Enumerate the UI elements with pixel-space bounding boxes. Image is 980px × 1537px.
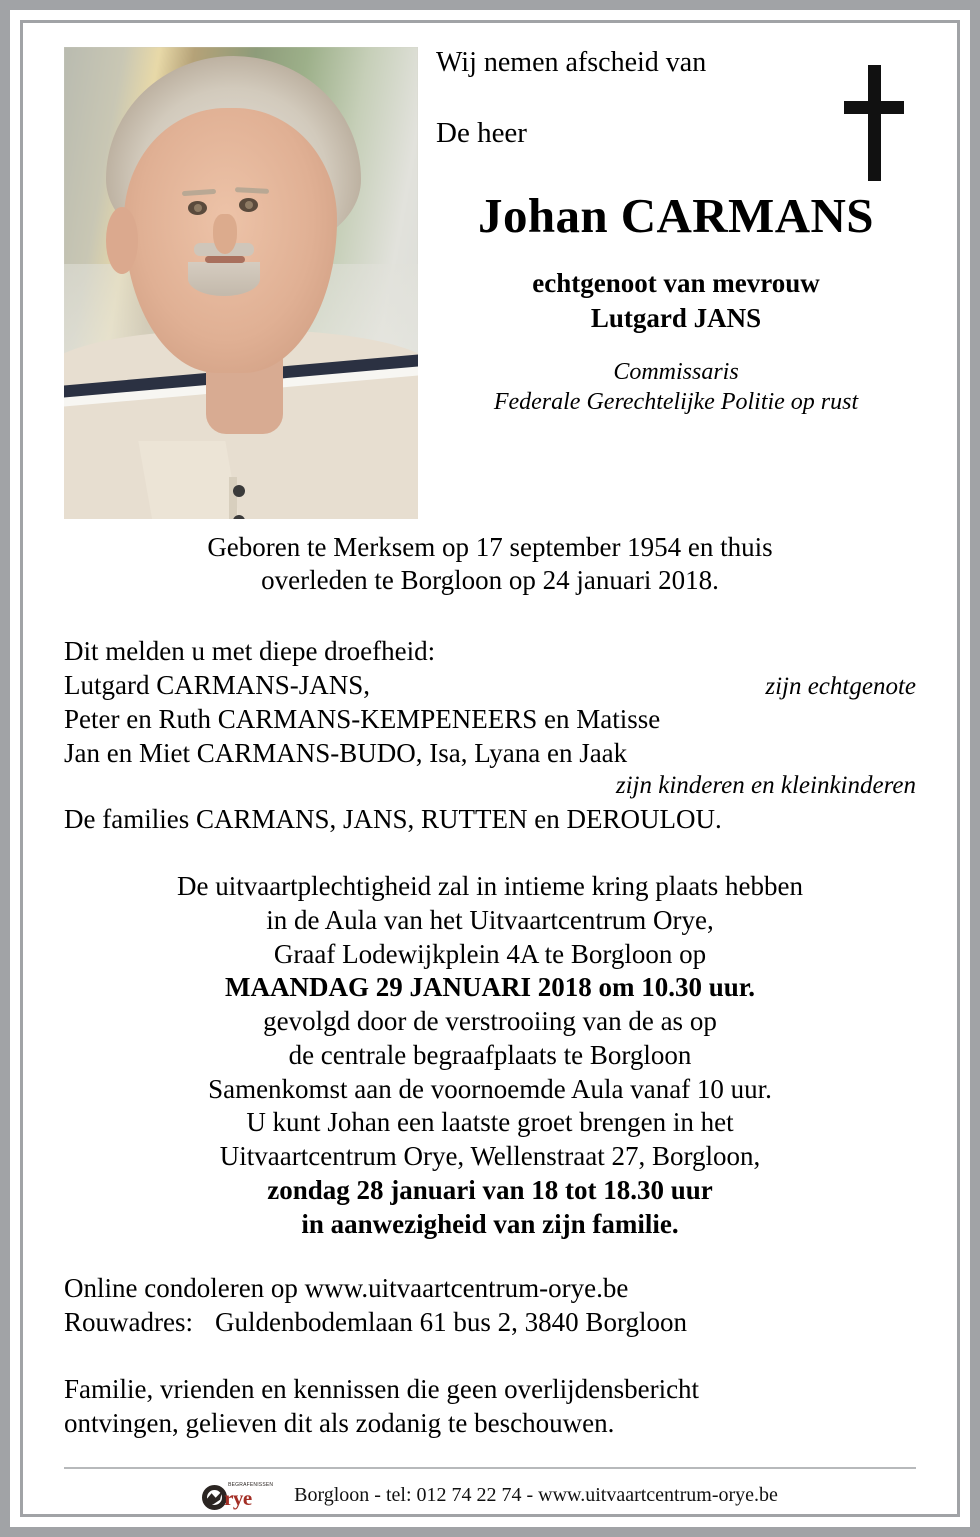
mourner-row-spouse bbox=[64, 668, 916, 703]
visitation-note: in aanwezigheid van zijn familie. bbox=[301, 1208, 679, 1239]
mourner-spouse-relation: zijn echtgenote bbox=[765, 672, 916, 700]
birth-line: Geboren te Merksem op 17 september 1954 en thuis bbox=[207, 532, 773, 562]
profession-line-2: Federale Gerechtelijke Politie op rust bbox=[493, 389, 859, 416]
photo-ear bbox=[106, 207, 138, 273]
ceremony-datetime: MAANDAG 29 JANUARI 2018 om 10.30 uur. bbox=[224, 972, 755, 1003]
shirt-collar bbox=[138, 441, 241, 519]
mourning-address-row bbox=[64, 1305, 916, 1339]
mourners-intro: Dit melden u met diepe droefheid: bbox=[64, 635, 436, 666]
ceremony-line-5: gevolgd door de verstrooiing van de as op bbox=[263, 1006, 717, 1036]
shirt-button bbox=[233, 485, 245, 497]
spouse-name: Lutgard JANS bbox=[590, 302, 762, 333]
logo-rye-text: rye bbox=[224, 1485, 252, 1510]
photo-eyebrow-right bbox=[235, 187, 269, 194]
ceremony-line-9: Uitvaartcentrum Orye, Wellenstraat 27, Borgloon, bbox=[219, 1141, 761, 1171]
notice-line-2: ontvingen, gelieven dit als zodanig te beschouwen. bbox=[64, 1408, 615, 1439]
shirt-placket bbox=[229, 477, 237, 519]
deceased-name: Johan CARMANS bbox=[478, 187, 874, 243]
header-section bbox=[64, 47, 916, 517]
photo-eye-left bbox=[188, 201, 207, 215]
mourner-row-child-1: Peter en Ruth CARMANS-KEMPENEERS en Matisse bbox=[64, 704, 661, 735]
life-dates-block bbox=[64, 531, 916, 598]
photo-mouth bbox=[205, 256, 245, 263]
notice-line-1: Familie, vrienden en kennissen die geen overlijdensbericht bbox=[64, 1374, 700, 1405]
portrait-photo bbox=[64, 47, 418, 519]
logo-tagline: BEGRAFENISSEN bbox=[228, 1481, 274, 1488]
card-content bbox=[33, 33, 947, 1510]
ceremony-line-1: De uitvaartplechtigheid zal in intieme kring plaats hebben bbox=[176, 871, 804, 901]
orye-logo-icon bbox=[202, 1481, 280, 1511]
headline-block bbox=[436, 47, 916, 418]
mourner-row-child-2: Jan en Miet CARMANS-BUDO, Isa, Lyana en Jaak bbox=[64, 738, 628, 769]
ceremony-line-6: de centrale begraafplaats te Borgloon bbox=[288, 1039, 692, 1070]
mourner-children-relation: zijn kinderen en kleinkinderen bbox=[615, 772, 916, 800]
spouse-intro-text: echtgenoot van mevrouw bbox=[532, 267, 820, 298]
mourners-block bbox=[64, 634, 916, 836]
ceremony-line-3: Graaf Lodewijkplein 4A te Borgloon op bbox=[273, 938, 707, 969]
footer-bar bbox=[64, 1481, 916, 1511]
photo-nose bbox=[213, 214, 236, 254]
photo-eye-right bbox=[239, 198, 258, 212]
mourner-spouse-name: Lutgard CARMANS-JANS, bbox=[64, 669, 371, 700]
death-line: overleden te Borgloon op 24 januari 2018. bbox=[261, 565, 719, 596]
visitation-datetime: zondag 28 januari van 18 tot 18.30 uur bbox=[267, 1174, 713, 1205]
footer-divider bbox=[64, 1467, 916, 1469]
shirt-button bbox=[233, 515, 245, 519]
mourning-address-label: Rouwadres: bbox=[64, 1307, 193, 1338]
mourner-families: De families CARMANS, JANS, RUTTEN en DEROULOU. bbox=[64, 803, 722, 834]
condolence-online[interactable]: Online condoleren op www.uitvaartcentrum-orye.be bbox=[64, 1273, 629, 1304]
ceremony-block bbox=[64, 870, 916, 1241]
profession-line-1: Commissaris bbox=[613, 358, 739, 385]
footer-contact-text: Borgloon - tel: 012 74 22 74 - www.uitvaartcentrum-orye.be bbox=[294, 1484, 778, 1507]
ceremony-line-8: U kunt Johan een laatste groet brengen in het bbox=[246, 1107, 734, 1138]
condolence-block bbox=[64, 1271, 916, 1339]
honorific-text: De heer bbox=[436, 117, 527, 150]
farewell-text: Wij nemen afscheid van bbox=[436, 47, 707, 78]
mourning-address-value: Guldenbodemlaan 61 bus 2, 3840 Borgloon bbox=[214, 1307, 687, 1338]
photo-face bbox=[124, 108, 336, 372]
ceremony-line-2: in de Aula van het Uitvaartcentrum Orye, bbox=[266, 904, 714, 935]
photo-beard bbox=[188, 262, 260, 296]
ceremony-line-7: Samenkomst aan de voornoemde Aula vanaf 10 uur. bbox=[208, 1073, 772, 1104]
notice-block bbox=[64, 1373, 916, 1441]
photo-eyebrow-left bbox=[181, 189, 215, 196]
